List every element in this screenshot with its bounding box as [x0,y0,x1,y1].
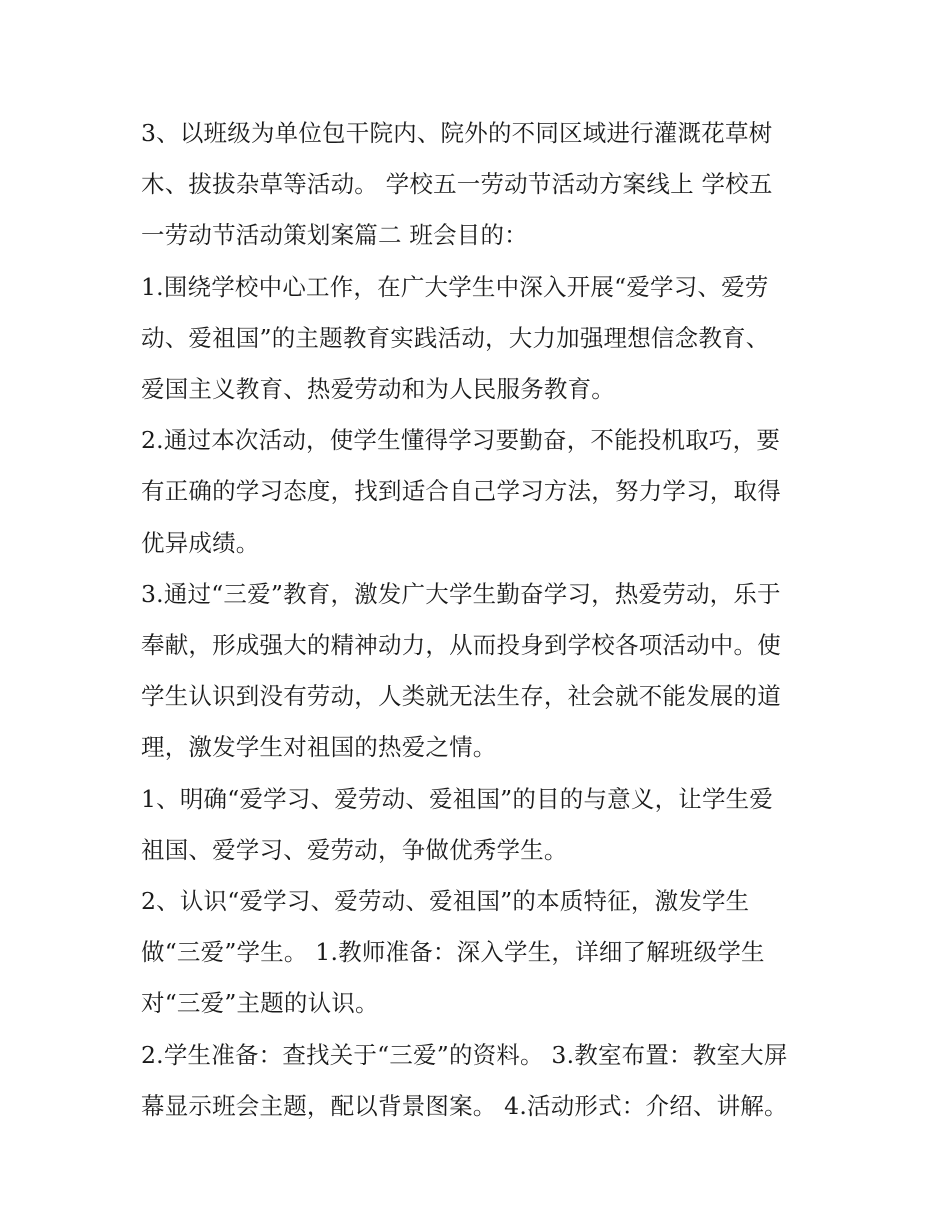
paragraph-preparation [141,1030,817,1132]
text-line: 木、拔拔杂草等活动。 学校五一劳动节活动方案线上 学校五 [141,170,773,199]
text-line: 动、爱祖国”的主题教育实践活动，大力加强理想信念教育、 [141,323,770,352]
paragraph-goal-3 [141,569,817,774]
text-line: 一劳动节活动策划案篇二 班会目的： [141,221,528,250]
text-line: 对“三爱”主题的认识。 [141,989,379,1018]
text-line: 2、认识“爱学习、爱劳动、爱祖国”的本质特征，激发学生 [141,887,750,916]
text-line: 爱国主义教育、热爱劳动和为人民服务教育。 [141,375,615,404]
text-line: 理，激发学生对祖国的热爱之情。 [141,733,497,762]
paragraph-activity-3 [141,108,817,262]
text-line: 2.通过本次活动，使学生懂得学习要勤奋，不能投机取巧，要 [141,426,781,455]
text-line: 3.通过“三爱”教育，激发广大学生勤奋学习，热爱劳动，乐于 [141,579,781,608]
text-line: 1、明确“爱学习、爱劳动、爱祖国”的目的与意义，让学生爱 [141,784,774,813]
text-line: 优异成绩。 [141,528,260,557]
paragraph-goal-1 [141,262,817,416]
text-line: 奉献，形成强大的精神动力，从而投身到学校各项活动中。使 [141,631,781,660]
paragraph-task-2 [141,876,817,1030]
text-line: 祖国、爱学习、爱劳动，争做优秀学生。 [141,835,568,864]
text-line: 3、以班级为单位包干院内、院外的不同区域进行灌溉花草树 [141,119,773,147]
text-line: 幕显示班会主题，配以背景图案。 4.活动形式：介绍、讲解。 [141,1091,788,1120]
document-body [141,108,817,1132]
paragraph-goal-2 [141,415,817,569]
text-line: 2.学生准备：查找关于“三爱”的资料。 3.教室布置：教室大屏 [141,1040,788,1069]
text-line: 1.围绕学校中心工作，在广大学生中深入开展“爱学习、爱劳 [141,272,769,301]
text-line: 有正确的学习态度，找到适合自己学习方法，努力学习，取得 [141,477,781,506]
paragraph-task-1 [141,774,817,876]
text-line: 做“三爱”学生。 1.教师准备：深入学生，详细了解班级学生 [141,938,765,967]
text-line: 学生认识到没有劳动，人类就无法生存，社会就不能发展的道 [141,682,781,711]
